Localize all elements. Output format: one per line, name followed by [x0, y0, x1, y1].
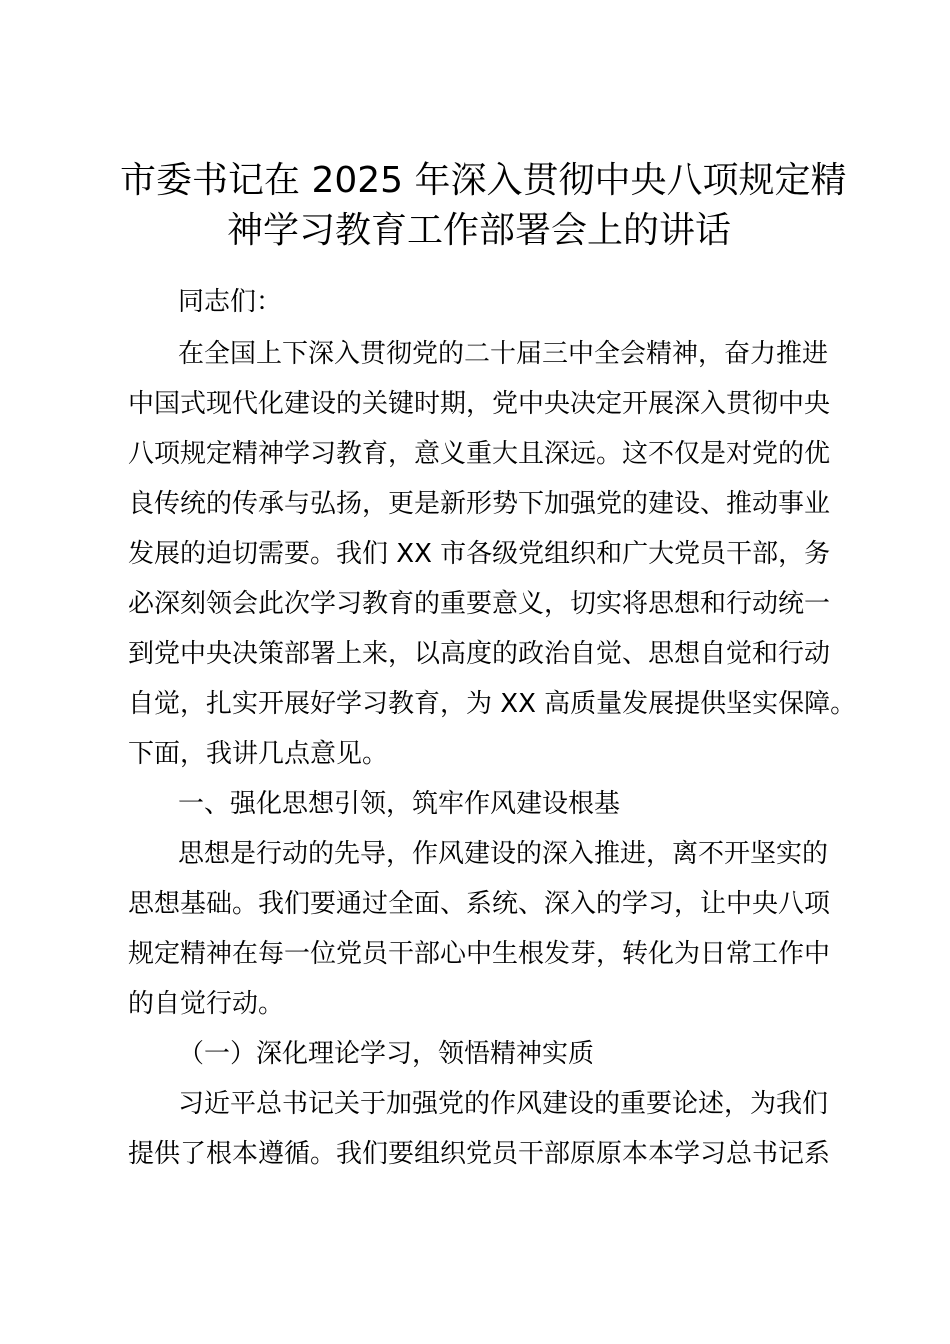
paragraph-line: 中国式现代化建设的关键时期，党中央决定开展深入贯彻中央	[128, 389, 831, 419]
paragraph-line: 八项规定精神学习教育，意义重大且深远。这不仅是对党的优	[128, 439, 831, 469]
section-heading: 一、强化思想引领，筑牢作风建设根基	[178, 789, 621, 819]
paragraph-line: 发展的迫切需要。我们 XX 市各级党组织和广大党员干部，务	[128, 539, 831, 569]
paragraph-line: 自觉，扎实开展好学习教育，为 XX 高质量发展提供坚实保障。	[128, 689, 857, 719]
paragraph-line: 提供了根本遵循。我们要组织党员干部原原本本学习总书记系	[128, 1139, 831, 1169]
paragraph-line: 习近平总书记关于加强党的作风建设的重要论述，为我们	[178, 1089, 829, 1119]
paragraph-line: 到党中央决策部署上来，以高度的政治自觉、思想自觉和行动	[128, 639, 831, 669]
paragraph-line: 思想是行动的先导，作风建设的深入推进，离不开坚实的	[178, 839, 829, 869]
document-title-line-2: 神学习教育工作部署会上的讲话	[226, 210, 731, 251]
paragraph-line: 思想基础。我们要通过全面、系统、深入的学习，让中央八项	[128, 889, 831, 919]
paragraph-line: 规定精神在每一位党员干部心中生根发芽，转化为日常工作中	[128, 939, 831, 969]
paragraph-line: 必深刻领会此次学习教育的重要意义，切实将思想和行动统一	[128, 589, 831, 619]
paragraph-line: 在全国上下深入贯彻党的二十届三中全会精神，奋力推进	[178, 339, 829, 369]
subsection-heading: （一）深化理论学习，领悟精神实质	[178, 1039, 595, 1069]
salutation: 同志们：	[178, 287, 283, 317]
paragraph-line: 的自觉行动。	[128, 989, 285, 1019]
paragraph-line: 良传统的传承与弘扬，更是新形势下加强党的建设、推动事业	[128, 489, 831, 519]
paragraph-line: 下面，我讲几点意见。	[128, 739, 389, 769]
document-title-line-1: 市委书记在 2025 年深入贯彻中央八项规定精	[120, 160, 847, 201]
